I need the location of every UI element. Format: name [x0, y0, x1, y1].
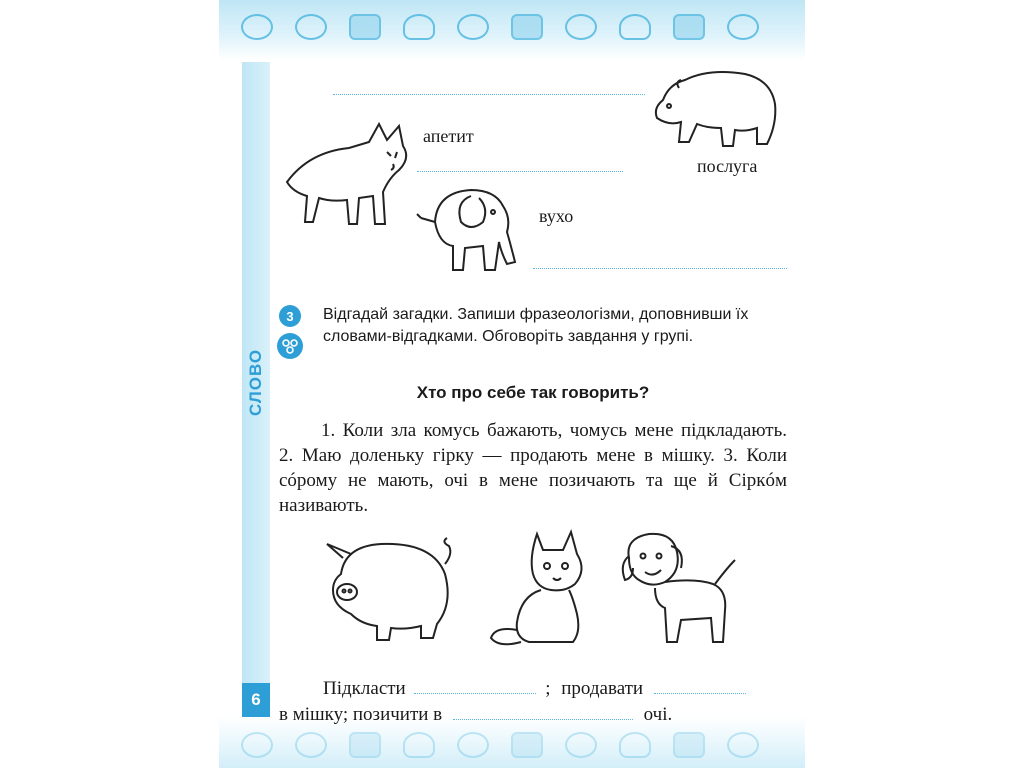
blank-1[interactable] — [414, 693, 536, 694]
leaf-icon — [295, 14, 327, 40]
workbook-page — [219, 0, 805, 768]
grass-icon — [619, 732, 651, 758]
flower-icon — [241, 732, 273, 758]
flower-icon — [511, 14, 543, 40]
leaf-icon — [727, 14, 759, 40]
page-number: 6 — [242, 683, 270, 717]
grass-icon — [403, 14, 435, 40]
flower-icon — [241, 14, 273, 40]
bear-icon — [649, 64, 781, 152]
answer-text-mishku: в мішку; позичити в — [279, 704, 443, 725]
riddle-text: 1. Коли зла комусь бажають, чомусь мене підкладають. 2. Маю доленьку гірку — продають мене в мішку. 3. Коли сóрому не мають, очі в мене позичають та ще й Сіркóм називають. — [279, 420, 787, 516]
answer-row-2 — [279, 704, 672, 726]
top-ornament-band — [219, 0, 805, 60]
word-appetite: апетит — [423, 126, 474, 146]
grass-icon — [403, 732, 435, 758]
pig-icon — [321, 534, 461, 646]
word-service: послуга — [697, 156, 758, 176]
flower-icon — [511, 732, 543, 758]
answer-text-podklasty: Підкласти — [323, 678, 406, 699]
section-sidebar — [242, 62, 270, 717]
answer-text-ochi: очі. — [643, 704, 673, 725]
ladybug-icon — [565, 732, 597, 758]
answer-separator: ; — [545, 678, 551, 699]
blank-3[interactable] — [453, 719, 633, 720]
ladybug-icon — [565, 14, 597, 40]
snail-icon — [457, 732, 489, 758]
snail-icon — [457, 14, 489, 40]
butterfly-icon — [349, 732, 381, 758]
butterfly-icon — [349, 14, 381, 40]
flower-icon — [673, 732, 705, 758]
riddle-title: Хто про себе так говорить? — [416, 383, 650, 402]
section-title: СЛОВО — [246, 348, 265, 416]
task-instruction: Відгадай загадки. Запиши фразеологізми, доповнивши їх словами-відгадками. Обговоріть завдання у групі. — [323, 306, 749, 345]
leaf-icon — [295, 732, 327, 758]
blank-2[interactable] — [654, 693, 746, 694]
answer-line-2[interactable] — [417, 171, 623, 172]
task-number-badge: 3 — [279, 305, 301, 327]
group-work-icon — [277, 333, 303, 359]
answer-row-1 — [323, 678, 746, 700]
grass-icon — [619, 14, 651, 40]
word-ear: вухо — [539, 206, 574, 226]
cat-icon — [485, 526, 599, 650]
wolf-icon — [279, 112, 419, 230]
leaf-icon — [727, 732, 759, 758]
dog-icon — [615, 528, 743, 648]
answer-line-3[interactable] — [533, 268, 787, 269]
answer-text-prodavaty: продавати — [561, 678, 644, 699]
answer-line-1[interactable] — [333, 94, 645, 95]
elephant-icon — [415, 182, 529, 274]
flower-icon — [673, 14, 705, 40]
